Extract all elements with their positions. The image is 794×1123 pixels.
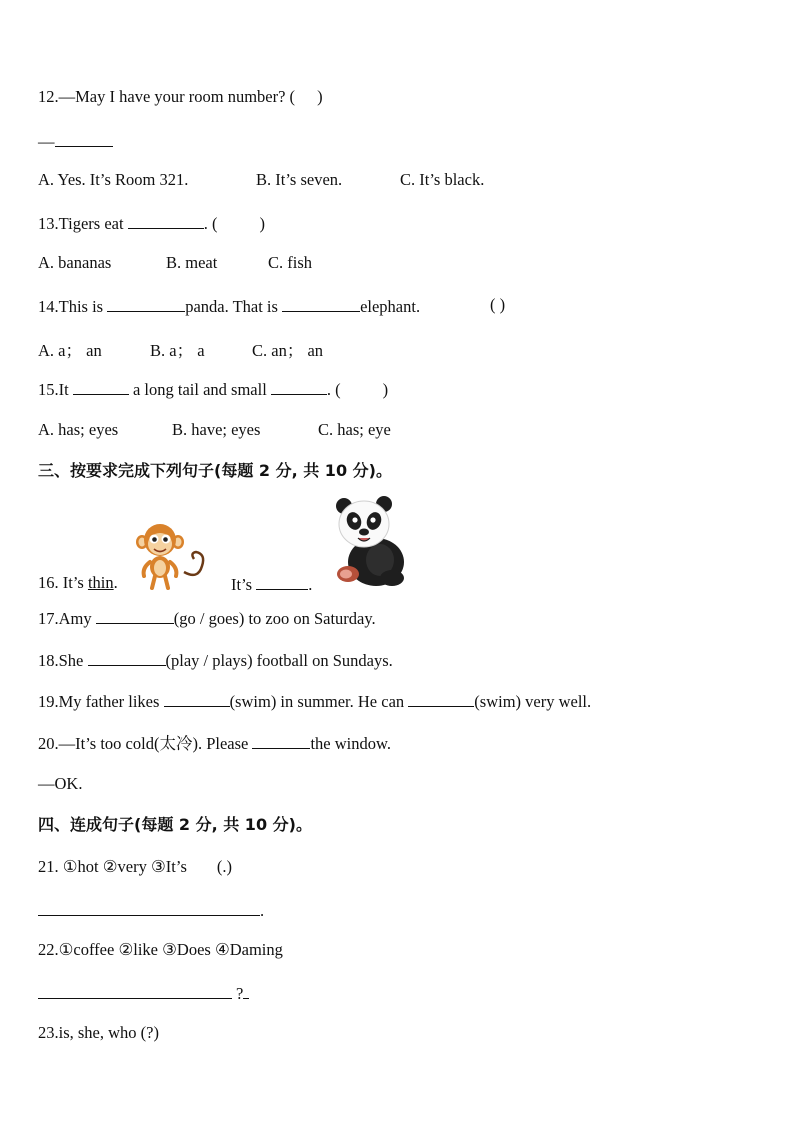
question-19 [38, 690, 591, 712]
q21-end: . [260, 901, 265, 920]
q15-stem-b: a long tail and small [132, 380, 267, 399]
q12-close: ) [317, 87, 323, 106]
question-20 [38, 732, 391, 754]
q15-paren-open: . ( [326, 380, 341, 399]
q21-punct: (.) [216, 857, 232, 876]
q15-blank-2[interactable] [271, 378, 327, 395]
q16-stem-2: It’s [231, 575, 253, 594]
question-15 [38, 378, 388, 400]
question-14 [38, 295, 420, 317]
question-23: 23.is, she, who (?) [38, 1023, 159, 1042]
q17-blank[interactable] [96, 607, 174, 624]
q18-rest: (play / plays) football on Sundays. [165, 651, 393, 670]
q13-paren-close: ) [259, 214, 265, 233]
q22-answer-line [38, 982, 249, 1004]
q16-period-2: . [308, 575, 313, 594]
q14-option-b[interactable]: B. a； a [150, 341, 205, 360]
q13-stem: 13.Tigers eat [38, 214, 124, 233]
q12-option-c[interactable]: C. It’s black. [400, 170, 485, 189]
q22-answer-blank[interactable] [38, 982, 232, 999]
q17-stem: 17.Amy [38, 609, 92, 628]
q14-paren: ( ) [490, 295, 506, 314]
q14-blank-1[interactable] [107, 295, 185, 312]
question-16 [38, 573, 118, 593]
q15-option-c[interactable]: C. has; eye [318, 420, 391, 439]
q21-answer-line [38, 899, 264, 921]
q14-option-c[interactable]: C. an； an [252, 341, 324, 360]
q21-words: 21. ①hot ②very ③It’s [38, 857, 187, 876]
q18-stem: 18.She [38, 651, 84, 670]
q12-option-a[interactable]: A. Yes. It’s Room 321. [38, 170, 189, 189]
q20-reply: —OK. [38, 774, 83, 793]
q13-option-c[interactable]: C. fish [268, 253, 313, 272]
q14-blank-2[interactable] [282, 295, 360, 312]
question-12 [38, 87, 323, 107]
q15-option-b[interactable]: B. have; eyes [172, 420, 261, 439]
q19-rest: (swim) very well. [474, 692, 592, 711]
question-18 [38, 649, 393, 671]
question-17 [38, 607, 376, 629]
panda-illustration [330, 494, 410, 588]
q13-option-b[interactable]: B. meat [166, 253, 218, 272]
q14-stem-b: panda. That is [185, 297, 278, 316]
q12-stem: 12.—May I have your room number? ( [38, 87, 296, 106]
q19-middle: (swim) in summer. He can [229, 692, 405, 711]
q12-option-b[interactable]: B. It’s seven. [256, 170, 343, 189]
q13-option-a[interactable]: A. bananas [38, 253, 112, 272]
q13-paren-open: . ( [203, 214, 218, 233]
q19-blank-1[interactable] [164, 690, 230, 707]
q20-stem: 20.—It’s too cold(太冷). Please [38, 734, 249, 753]
q22-end: ? [236, 984, 244, 1003]
q14-option-a[interactable]: A. a； an [38, 341, 102, 360]
q19-stem: 19.My father likes [38, 692, 160, 711]
q15-blank-1[interactable] [73, 378, 129, 395]
q16-second-sentence [231, 573, 312, 595]
question-21 [38, 857, 232, 877]
q19-blank-2[interactable] [408, 690, 474, 707]
q12-answer-line [38, 130, 113, 152]
q17-rest: (go / goes) to zoo on Saturday. [173, 609, 376, 628]
q12-dash: — [38, 132, 55, 151]
q12-answer-blank[interactable] [55, 130, 113, 147]
q13-blank[interactable] [128, 212, 204, 229]
q20-blank[interactable] [252, 732, 310, 749]
q16-blank[interactable] [256, 573, 308, 590]
section-3-heading: 三、按要求完成下列句子(每题 2 分, 共 10 分)。 [38, 461, 392, 480]
q20-rest: the window. [310, 734, 391, 753]
q16-period: . [113, 573, 118, 592]
q21-answer-blank[interactable] [38, 899, 260, 916]
q18-blank[interactable] [88, 649, 166, 666]
q16-example-word: thin [87, 573, 114, 592]
q15-option-a[interactable]: A. has; eyes [38, 420, 119, 439]
q16-stem: 16. It’s [38, 573, 84, 592]
section-4-heading: 四、连成句子(每题 2 分, 共 10 分)。 [38, 815, 312, 834]
q15-paren-close: ) [382, 380, 389, 399]
q14-stem-c: elephant. [360, 297, 421, 316]
question-22: 22.①coffee ②like ③Does ④Daming [38, 940, 283, 959]
monkey-illustration [132, 522, 212, 590]
q15-stem-a: 15.It [38, 380, 69, 399]
question-13 [38, 212, 265, 234]
q14-stem-a: 14.This is [38, 297, 104, 316]
